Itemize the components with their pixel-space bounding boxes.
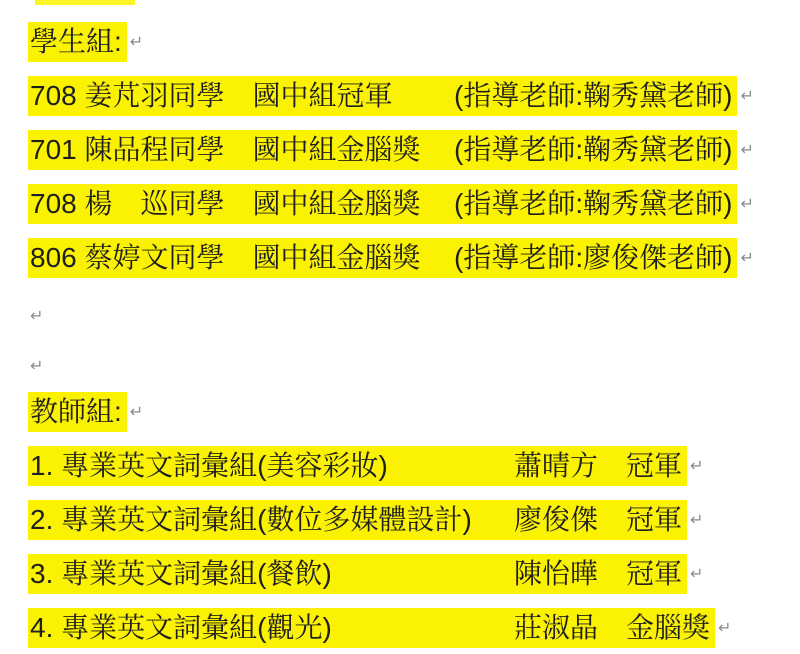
student-row-teacher-note: (指導老師:鞠秀黛老師): [454, 134, 733, 165]
teacher-row-category: 4. 專業英文詞彙組(觀光): [30, 612, 332, 643]
line-break-mark: ↵: [30, 308, 44, 325]
teacher-row: [28, 608, 800, 648]
student-row-highlight: [28, 238, 737, 278]
student-row: [28, 184, 800, 224]
teacher-row-highlight: [28, 500, 687, 540]
line-break-mark: ↵: [740, 88, 754, 105]
teacher-row-name: 廖俊傑: [514, 504, 599, 535]
teacher-section-heading: 教師組:: [28, 392, 127, 432]
teacher-row-award: 冠軍: [626, 504, 683, 535]
teacher-row-category: 2. 專業英文詞彙組(數位多媒體設計): [30, 504, 472, 535]
teacher-row-highlight: [28, 554, 687, 594]
teacher-section-heading-line: [28, 392, 800, 432]
teacher-row-category: 1. 專業英文詞彙組(美容彩妝): [30, 450, 388, 481]
student-row-teacher-note: (指導老師:鞠秀黛老師): [454, 188, 733, 219]
student-row-highlight: [28, 130, 737, 170]
teacher-row-name: 莊淑晶: [514, 612, 599, 643]
empty-line: [28, 342, 800, 378]
line-break-mark: ↵: [690, 512, 704, 529]
student-row: [28, 238, 800, 278]
empty-line: [28, 292, 800, 328]
student-row-teacher-note: (指導老師:鞠秀黛老師): [454, 80, 733, 111]
student-row: [28, 76, 800, 116]
line-break-mark: ↵: [740, 196, 754, 213]
teacher-row-name: 蕭晴方: [514, 450, 599, 481]
cropped-highlight-sliver: [35, 0, 135, 5]
line-break-mark: ↵: [690, 566, 704, 583]
teacher-row-award: 冠軍: [626, 558, 683, 589]
student-row-text: 806 蔡婷文同學 國中組金腦獎: [30, 242, 421, 273]
line-break-mark: ↵: [718, 620, 732, 637]
teacher-row-highlight: [28, 446, 687, 486]
teacher-row: [28, 554, 800, 594]
student-row-teacher-note: (指導老師:廖俊傑老師): [454, 242, 733, 273]
teacher-row: [28, 446, 800, 486]
student-row-highlight: [28, 76, 737, 116]
teacher-row-award: 金腦獎: [626, 612, 711, 643]
line-break-mark: ↵: [690, 458, 704, 475]
line-break-mark: ↵: [740, 250, 754, 267]
student-section-heading-line: [28, 22, 800, 62]
student-row-text: 701 陳品程同學 國中組金腦獎: [30, 134, 421, 165]
teacher-row: [28, 500, 800, 540]
student-section-heading: 學生組:: [28, 22, 127, 62]
line-break-mark: ↵: [129, 34, 144, 51]
teacher-row-award: 冠軍: [626, 450, 683, 481]
teacher-row-name: 陳怡曄: [514, 558, 599, 589]
student-row-text: 708 姜芃羽同學 國中組冠軍: [30, 80, 393, 111]
student-row-text: 708 楊 巡同學 國中組金腦獎: [30, 188, 421, 219]
teacher-row-category: 3. 專業英文詞彙組(餐飲): [30, 558, 332, 589]
line-break-mark: ↵: [30, 358, 44, 375]
student-row-highlight: [28, 184, 737, 224]
student-row: [28, 130, 800, 170]
line-break-mark: ↵: [740, 142, 754, 159]
teacher-row-highlight: [28, 608, 715, 648]
line-break-mark: ↵: [129, 404, 144, 421]
